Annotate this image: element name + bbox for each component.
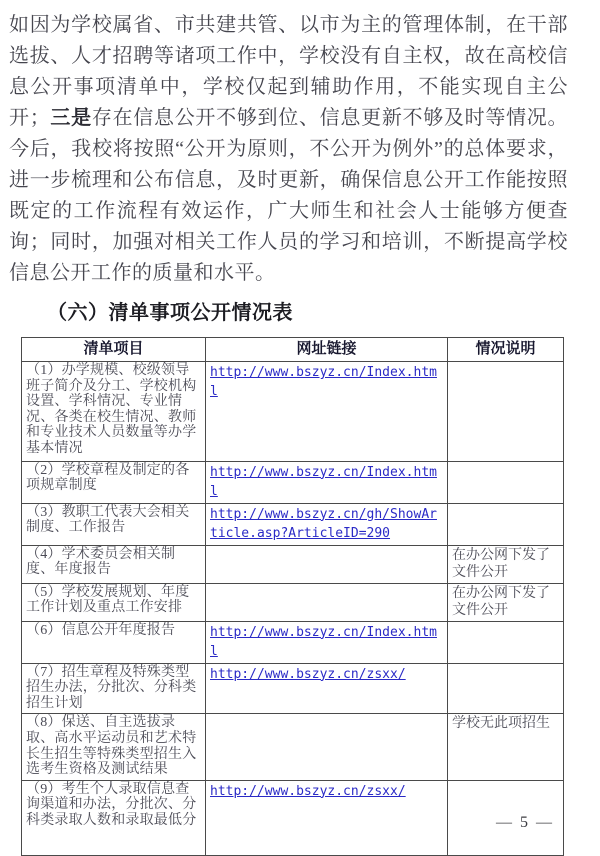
url-cell bbox=[206, 714, 448, 780]
column-header-note: 情况说明 bbox=[448, 338, 564, 362]
item-cell: （8）保送、自主选拔录取、高水平运动员和艺术特长生招生等特殊类型招生入选考生资格及测试结果 bbox=[22, 714, 206, 780]
note-cell bbox=[448, 362, 564, 462]
url-link[interactable]: http://www.bszyz.cn/Index.html bbox=[210, 464, 437, 499]
url-link[interactable]: http://www.bszyz.cn/zsxx/ bbox=[210, 783, 406, 799]
column-header-url: 网址链接 bbox=[206, 338, 448, 362]
note-cell: 学校无此项招生 bbox=[448, 714, 564, 780]
table-row bbox=[22, 621, 564, 663]
page-number: — 5 — bbox=[496, 814, 554, 831]
table-row bbox=[22, 663, 564, 714]
column-header-item: 清单项目 bbox=[22, 338, 206, 362]
note-cell: 在办公网下发了文件公开 bbox=[448, 545, 564, 583]
item-cell: （4）学术委员会相关制度、年度报告 bbox=[22, 545, 206, 583]
note-cell bbox=[448, 621, 564, 663]
paragraph-text-after-bold: 存在信息公开不够到位、信息更新不够及时等情况。今后，我校将按照“公开为原则，不公开为例外”的总体要求，进一步梳理和公布信息，及时更新，确保信息公开工作能按照既定的工作流程有效运作，广大师生和社会人士能够方便查询；同时，加强对相关工作人员的学习和培训，不断提高学校信息公开工作的质量和水平。 bbox=[9, 107, 569, 284]
table-row bbox=[22, 714, 564, 780]
url-link[interactable]: http://www.bszyz.cn/gh/ShowArticle.asp?ArticleID=290 bbox=[210, 506, 437, 541]
section-heading: （六）清单事项公开情况表 bbox=[47, 302, 293, 324]
disclosure-table bbox=[21, 337, 564, 856]
url-link[interactable]: http://www.bszyz.cn/zsxx/ bbox=[210, 666, 406, 682]
url-cell bbox=[206, 503, 448, 545]
note-cell: 在办公网下发了文件公开 bbox=[448, 583, 564, 621]
item-cell: （7）招生章程及特殊类型招生办法，分批次、分科类招生计划 bbox=[22, 663, 206, 714]
url-cell bbox=[206, 545, 448, 583]
url-cell bbox=[206, 461, 448, 503]
table-row bbox=[22, 545, 564, 583]
item-cell: （9）考生个人录取信息查询渠道和办法，分批次、分科类录取人数和录取最低分 bbox=[22, 780, 206, 855]
note-cell bbox=[448, 503, 564, 545]
note-cell bbox=[448, 663, 564, 714]
paragraph-text-before-bold: 如因为学校属省、市共建共管、以市为主的管理体制，在干部选拔、人才招聘等诸项工作中，学校没有自主权，故在高校信息公开事项清单中，学校仅起到辅助作用，不能实现自主公开； bbox=[9, 14, 568, 129]
url-cell bbox=[206, 362, 448, 462]
table-row bbox=[22, 583, 564, 621]
item-cell: （5）学校发展规划、年度工作计划及重点工作安排 bbox=[22, 583, 206, 621]
url-cell bbox=[206, 621, 448, 663]
table-row bbox=[22, 780, 564, 855]
table-row bbox=[22, 503, 564, 545]
url-link[interactable]: http://www.bszyz.cn/Index.html bbox=[210, 624, 437, 659]
note-cell bbox=[448, 461, 564, 503]
table-row bbox=[22, 362, 564, 462]
table-row bbox=[22, 461, 564, 503]
item-cell: （3）教职工代表大会相关制度、工作报告 bbox=[22, 503, 206, 545]
url-cell bbox=[206, 663, 448, 714]
paragraph-bold-run: 三是 bbox=[50, 107, 92, 129]
url-cell bbox=[206, 780, 448, 855]
table-header-row bbox=[22, 338, 564, 362]
url-cell bbox=[206, 583, 448, 621]
item-cell: （2）学校章程及制定的各项规章制度 bbox=[22, 461, 206, 503]
body-paragraph bbox=[9, 10, 568, 289]
url-link[interactable]: http://www.bszyz.cn/Index.html bbox=[210, 365, 437, 399]
item-cell: （1）办学规模、校级领导班子简介及分工、学校机构设置、学科情况、专业情况、各类在校生情况、教师和专业技术人员数量等办学基本情况 bbox=[22, 362, 206, 462]
item-cell: （6）信息公开年度报告 bbox=[22, 621, 206, 663]
